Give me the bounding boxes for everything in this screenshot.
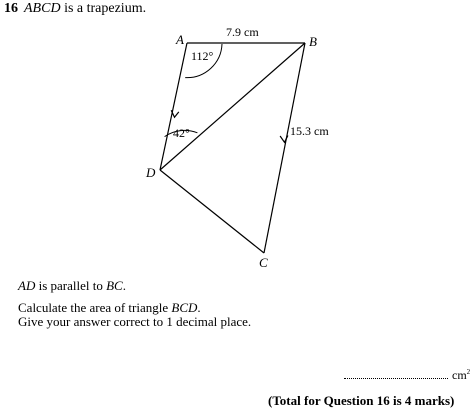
length-label-bc: 15.3 cm [290,124,329,138]
side-bc: BC [106,278,123,293]
title-text: is a trapezium. [60,1,147,16]
question-number: 16 [4,1,18,16]
point-label-d: D [146,165,156,180]
triangle-name: BCD [171,300,198,315]
parallel-arrow-ad [171,110,179,117]
angle-label-d: 42° [173,126,190,140]
title-trapezium-name: ABCD [24,1,61,16]
instruction-rounding: Give your answer correct to 1 decimal place. [18,314,252,329]
edge-bc [264,43,305,253]
total-marks: (Total for Question 16 is 4 marks) [268,393,455,408]
parallel-text: is parallel to [35,278,107,293]
length-label-ab: 7.9 cm [226,25,259,39]
point-label-c: C [259,255,268,270]
unit-power: 2 [466,368,471,376]
parallel-statement [18,278,126,294]
side-ad: AD [18,278,36,293]
diagonal-bd [160,43,305,170]
point-label-b: B [309,34,317,49]
angle-label-a: 112° [191,49,214,63]
answer-unit [452,368,470,383]
edge-cd [160,170,264,253]
parallel-period: . [122,278,126,293]
parallel-arrow-bc [280,136,288,143]
point-label-a: A [176,32,184,47]
edge-da [160,43,187,170]
answer-line[interactable] [344,378,448,379]
unit-text: cm [452,368,467,382]
calculate-text: Calculate the area of triangle [18,300,172,315]
calculate-period: . [197,300,201,315]
